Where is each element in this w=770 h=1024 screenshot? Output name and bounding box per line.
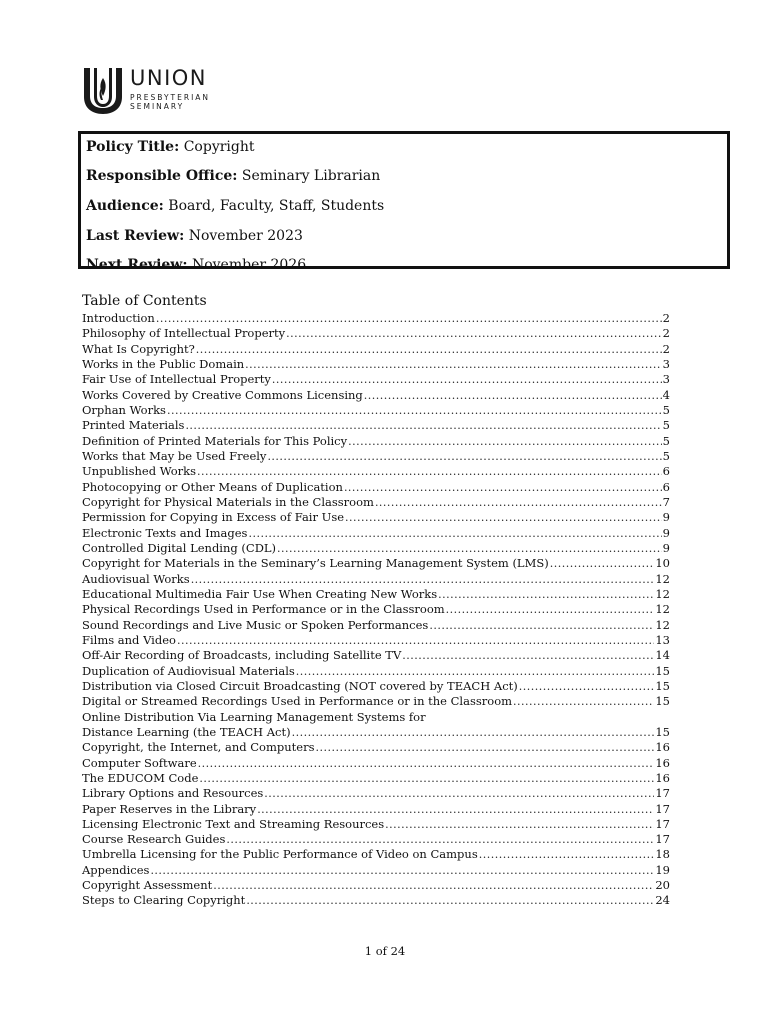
toc-entry-title: Appendices [82, 862, 150, 877]
toc-entry-title: Educational Multimedia Fair Use When Creating New Works [82, 586, 438, 601]
toc-entry[interactable] [82, 786, 670, 801]
toc-entry[interactable] [82, 311, 670, 326]
toc-dot-leader [257, 802, 654, 817]
toc-dot-leader [402, 648, 654, 663]
toc-dot-leader [348, 434, 662, 449]
toc-entry[interactable] [82, 679, 670, 694]
toc-entry-page: 2 [662, 341, 670, 356]
toc-entry-page: 16 [655, 770, 670, 785]
toc-entry-title: Physical Recordings Used in Performance or in the Classroom [82, 602, 445, 617]
toc-dot-leader [364, 388, 662, 403]
union-presbyterian-seminary-logo [82, 66, 232, 116]
toc-dot-leader [197, 464, 662, 479]
toc-entry[interactable] [82, 326, 670, 341]
toc-dot-leader [264, 786, 654, 801]
toc-entry-page: 13 [655, 632, 670, 647]
toc-entry-title: Electronic Texts and Images [82, 525, 248, 540]
toc-dot-leader [315, 740, 654, 755]
toc-entry-page: 3 [662, 356, 670, 371]
next-review-row [86, 256, 306, 274]
toc-dot-leader [429, 618, 654, 633]
toc-dot-leader [226, 832, 654, 847]
toc-entry-page: 12 [655, 571, 670, 586]
next-review-label: Next Review: [86, 257, 188, 273]
toc-entry-title: Steps to Clearing Copyright [82, 893, 246, 908]
toc-entry-title: Library Options and Resources [82, 786, 264, 801]
toc-entry[interactable] [82, 572, 670, 587]
policy-title-value: Copyright [183, 139, 255, 155]
toc-dot-leader [167, 403, 662, 418]
toc-entry-title: Philosophy of Intellectual Property [82, 326, 286, 341]
toc-entry[interactable] [82, 403, 670, 418]
toc-entry[interactable] [82, 756, 670, 771]
toc-entry-page: 9 [662, 510, 670, 525]
toc-entry-title: Sound Recordings and Live Music or Spoken Performances [82, 617, 429, 632]
toc-entry-title: Introduction [82, 311, 155, 325]
toc-entry-title: Films and Video [82, 632, 176, 647]
toc-entry-title: Copyright for Materials in the Seminary’s Learning Management System (LMS) [82, 556, 549, 571]
toc-entry[interactable] [82, 480, 670, 495]
toc-entry-page: 10 [655, 556, 670, 571]
toc-dot-leader [156, 311, 662, 326]
toc-entry-title: Fair Use of Intellectual Property [82, 372, 271, 387]
toc-entry-page: 16 [655, 755, 670, 770]
toc-dot-leader [213, 878, 654, 893]
toc-entry-title: Paper Reserves in the Library [82, 801, 257, 816]
toc-dot-leader [296, 664, 655, 679]
toc-entry-title: Controlled Digital Lending (CDL) [82, 540, 277, 555]
toc-entry[interactable] [82, 771, 670, 786]
toc-entry[interactable] [82, 817, 670, 832]
toc-entry-title: Umbrella Licensing for the Public Performance of Video on Campus [82, 847, 478, 862]
toc-dot-leader [198, 756, 655, 771]
toc-entry[interactable] [82, 464, 670, 479]
toc-entry-page: 17 [655, 832, 670, 847]
toc-entry-title: Photocopying or Other Means of Duplication [82, 479, 343, 494]
toc-entry-title: Distance Learning (the TEACH Act) [82, 724, 291, 739]
toc-entry-title: The EDUCOM Code [82, 770, 199, 785]
last-review-value: November 2023 [188, 228, 303, 244]
toc-dot-leader [246, 893, 654, 908]
toc-entry-page: 17 [655, 801, 670, 816]
toc-entry-page: 17 [655, 786, 670, 801]
toc-entry-title: Digital or Streamed Recordings Used in Performance or in the Classroom [82, 694, 513, 709]
toc-entry-page: 14 [655, 648, 670, 663]
toc-entry-title: Definition of Printed Materials for This Policy [82, 433, 348, 448]
toc-entry-page: 12 [655, 586, 670, 601]
toc-entry[interactable] [82, 878, 670, 893]
toc-entry-title: Course Research Guides [82, 832, 226, 847]
toc-dot-leader [191, 572, 655, 587]
toc-dot-leader [479, 847, 655, 862]
toc-entry[interactable] [82, 847, 670, 862]
toc-entry-page: 18 [655, 847, 670, 862]
toc-entry-title: What Is Copyright? [82, 341, 195, 356]
toc-entry-page: 2 [662, 326, 670, 341]
toc-entry-page: 12 [655, 602, 670, 617]
toc-dot-leader [196, 342, 662, 357]
toc-entry-title: Licensing Electronic Text and Streaming Resources [82, 816, 385, 831]
toc-dot-leader [345, 510, 662, 525]
toc-entry[interactable] [82, 357, 670, 372]
toc-entry-page: 16 [655, 740, 670, 755]
logo-wordmark: UNION [130, 66, 208, 90]
responsible-office-label: Responsible Office: [86, 168, 238, 184]
toc-entry-title: Permission for Copying in Excess of Fair Use [82, 510, 345, 525]
audience-row [86, 197, 384, 215]
responsible-office-value: Seminary Librarian [241, 168, 381, 184]
toc-entry[interactable] [82, 526, 670, 541]
toc-entry[interactable] [82, 510, 670, 525]
toc-dot-leader [550, 556, 655, 571]
toc-dot-leader [286, 326, 662, 341]
toc-entry-page: 15 [655, 694, 670, 709]
toc-dot-leader [375, 495, 662, 510]
toc-dot-leader [199, 771, 654, 786]
toc-entry-page: 5 [662, 402, 670, 417]
toc-entry-title: Orphan Works [82, 402, 166, 417]
toc-entry-page: 20 [655, 878, 670, 893]
toc-dot-leader [292, 725, 655, 740]
toc-entry[interactable] [82, 694, 670, 709]
responsible-office-row [86, 167, 380, 185]
toc-dot-leader [277, 541, 662, 556]
last-review-row [86, 227, 303, 245]
toc-entry-page: 2 [662, 311, 670, 325]
toc-entry-page: 15 [655, 724, 670, 739]
toc-entry-title: Works in the Public Domain [82, 356, 245, 371]
toc-dot-leader [248, 526, 661, 541]
toc-dot-leader [150, 863, 654, 878]
audience-label: Audience: [86, 198, 164, 214]
toc-entry-title: Copyright for Physical Materials in the Classroom [82, 494, 374, 509]
toc-entry[interactable] [82, 418, 670, 433]
toc-entry-title: Unpublished Works [82, 464, 197, 479]
toc-entry-page: 5 [662, 418, 670, 433]
toc-entry[interactable] [82, 725, 670, 740]
toc-dot-leader [267, 449, 661, 464]
toc-dot-leader [519, 679, 655, 694]
toc-entry-page: 6 [662, 479, 670, 494]
toc-dot-leader [385, 817, 654, 832]
toc-entry[interactable] [82, 342, 670, 357]
toc-entry[interactable] [82, 710, 670, 725]
audience-value: Board, Faculty, Staff, Students [168, 198, 385, 214]
toc-entry-page: 5 [662, 448, 670, 463]
toc-entry[interactable] [82, 495, 670, 510]
toc-heading: Table of Contents [82, 293, 207, 309]
toc-entry[interactable] [82, 893, 670, 908]
toc-entry[interactable] [82, 664, 670, 679]
toc-entry-page: 15 [655, 678, 670, 693]
toc-entry-title: Printed Materials [82, 418, 185, 433]
toc-entry[interactable] [82, 541, 670, 556]
toc-entry[interactable] [82, 449, 670, 464]
toc-entry[interactable] [82, 832, 670, 847]
toc-entry-page: 9 [662, 540, 670, 555]
toc-dot-leader [446, 602, 655, 617]
toc-entry-title: Online Distribution Via Learning Management Systems for [82, 709, 426, 724]
toc-entry-page: 4 [662, 387, 670, 402]
toc-entry[interactable] [82, 802, 670, 817]
table-of-contents [82, 311, 670, 909]
toc-entry[interactable] [82, 863, 670, 878]
next-review-value: November 2026 [191, 257, 307, 273]
toc-entry[interactable] [82, 372, 670, 387]
toc-entry-page: 12 [655, 617, 670, 632]
toc-dot-leader [185, 418, 661, 433]
toc-entry-title: Distribution via Closed Circuit Broadcasting (NOT covered by TEACH Act) [82, 678, 518, 693]
toc-dot-leader [245, 357, 662, 372]
toc-entry-title: Off-Air Recording of Broadcasts, including Satellite TV [82, 648, 402, 663]
toc-dot-leader [513, 694, 654, 709]
logo-subtitle-line2: SEMINARY [130, 102, 185, 111]
toc-entry-title: Copyright, the Internet, and Computers [82, 740, 315, 755]
toc-dot-leader [272, 372, 662, 387]
toc-entry-title: Copyright Assessment [82, 878, 213, 893]
toc-entry-page: 6 [662, 464, 670, 479]
toc-entry-page: 24 [655, 893, 670, 908]
toc-dot-leader [177, 633, 654, 648]
toc-entry[interactable] [82, 633, 670, 648]
last-review-label: Last Review: [86, 228, 185, 244]
toc-entry-title: Works that May be Used Freely [82, 448, 267, 463]
toc-entry[interactable] [82, 602, 670, 617]
toc-entry-page: 7 [662, 494, 670, 509]
toc-entry-title: Works Covered by Creative Commons Licensing [82, 387, 363, 402]
toc-entry-page: 17 [655, 816, 670, 831]
toc-entry-page: 3 [662, 372, 670, 387]
toc-entry[interactable] [82, 434, 670, 449]
toc-entry-title: Audiovisual Works [82, 571, 190, 586]
toc-entry[interactable] [82, 648, 670, 663]
toc-entry[interactable] [82, 388, 670, 403]
toc-entry[interactable] [82, 587, 670, 602]
toc-entry-title: Duplication of Audiovisual Materials [82, 663, 295, 678]
toc-entry-page: 9 [662, 525, 670, 540]
toc-dot-leader [438, 587, 654, 602]
page-number: 1 of 24 [364, 944, 406, 958]
toc-entry[interactable] [82, 556, 670, 571]
policy-title-row [86, 138, 255, 156]
toc-entry-page: 15 [655, 663, 670, 678]
toc-entry-page: 5 [662, 433, 670, 448]
policy-info-box [78, 131, 730, 273]
toc-entry-page: 19 [655, 862, 670, 877]
logo-subtitle-line1: PRESBYTERIAN [130, 93, 211, 102]
toc-entry[interactable] [82, 740, 670, 755]
toc-entry-title: Computer Software [82, 755, 197, 770]
toc-dot-leader [344, 480, 662, 495]
toc-entry[interactable] [82, 618, 670, 633]
policy-title-label: Policy Title: [86, 139, 180, 155]
seminary-emblem-icon [82, 66, 124, 116]
